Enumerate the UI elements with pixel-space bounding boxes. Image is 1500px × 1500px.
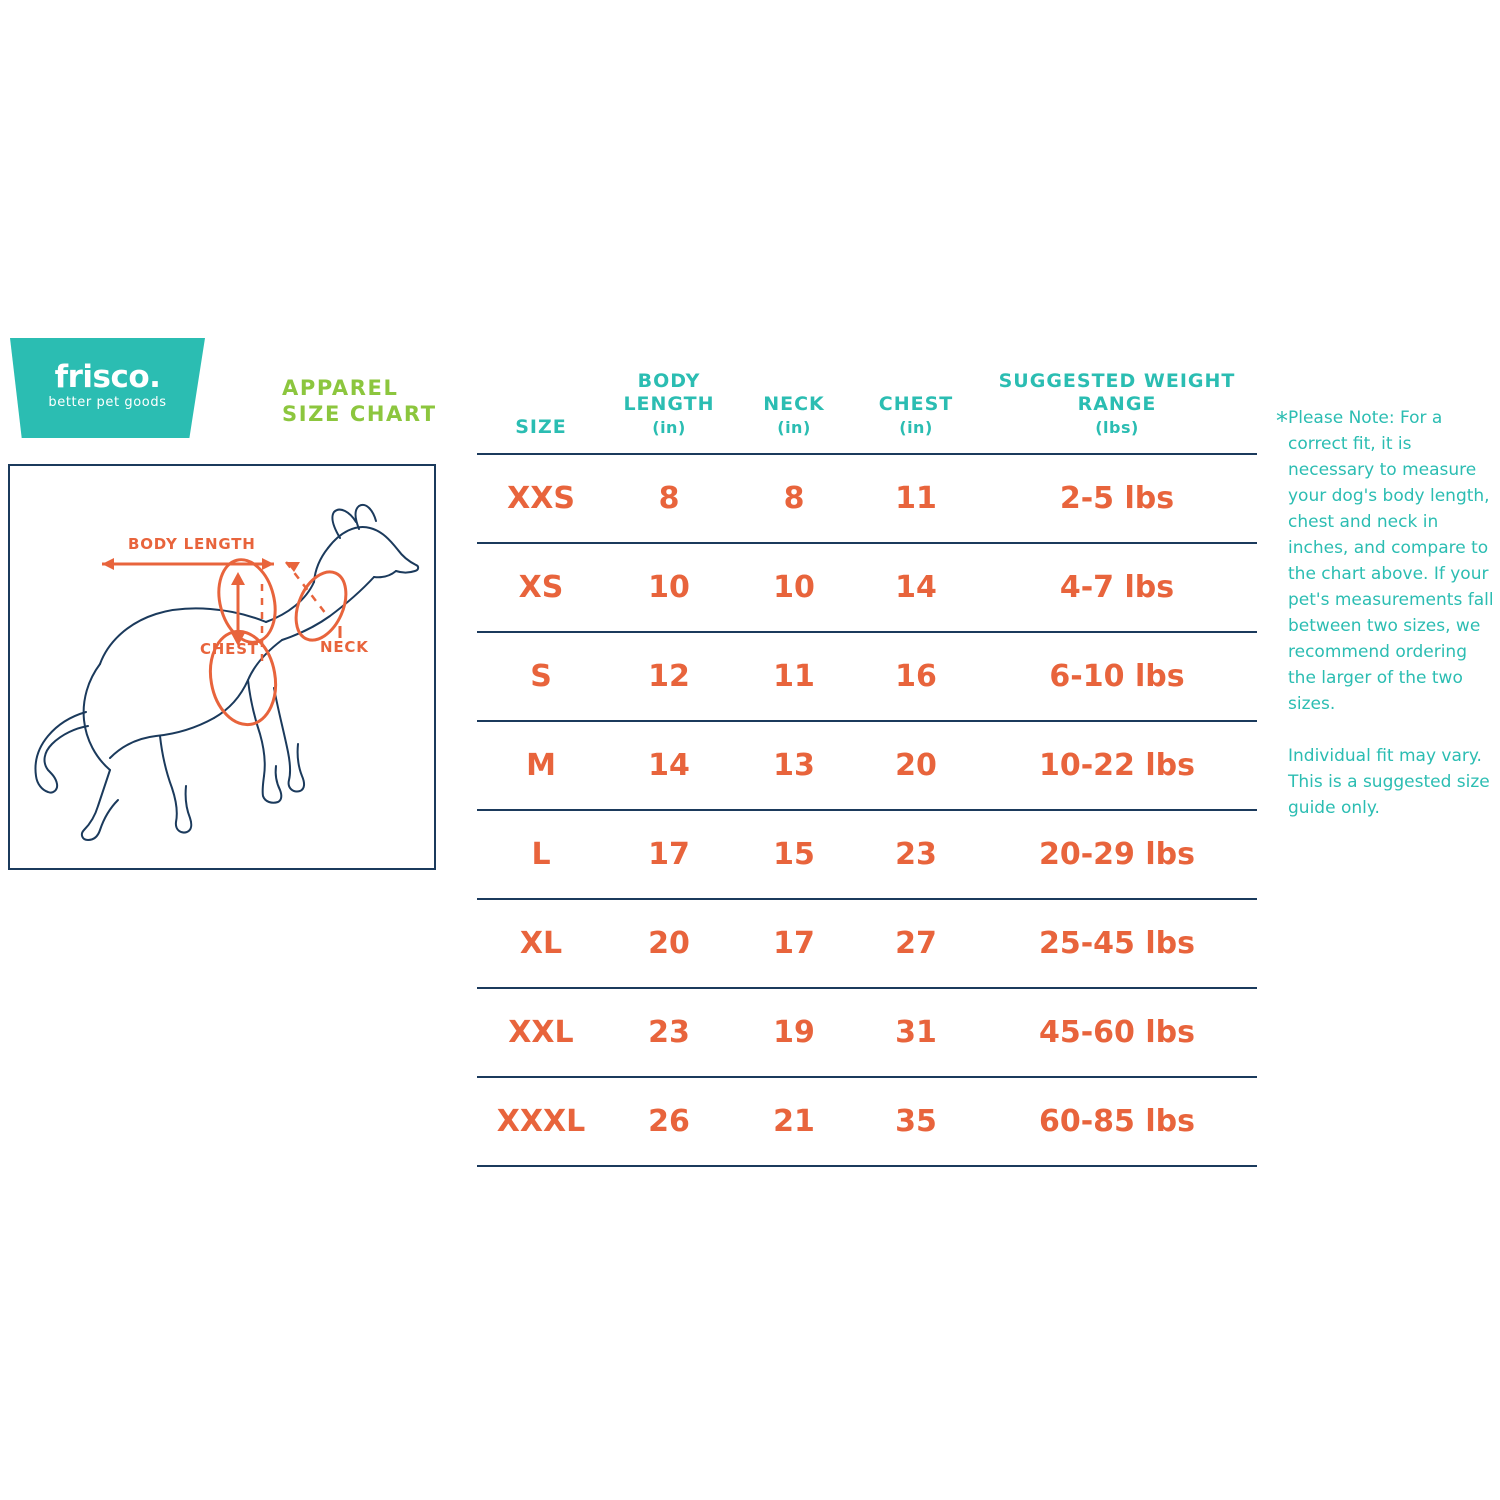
table-header-row (477, 370, 1257, 454)
cell-weight: 6-10 lbs (1049, 659, 1185, 694)
brand-tagline: better pet goods (48, 395, 167, 410)
column-header-body-length: BODY LENGTH (in) (623, 370, 715, 437)
diagram-label-neck: NECK (320, 638, 369, 656)
cell-size: XXXL (496, 1104, 586, 1139)
cell-size: XL (519, 926, 563, 961)
cell-weight: 4-7 lbs (1059, 570, 1175, 605)
cell-body-length: 23 (648, 1015, 690, 1050)
brand-name: frisco. (54, 359, 161, 395)
column-header-neck: NECK (in) (763, 393, 825, 437)
cell-weight: 10-22 lbs (1038, 748, 1195, 783)
please-note-block (1276, 405, 1498, 821)
cell-neck: 17 (773, 926, 815, 961)
cell-chest: 23 (895, 837, 937, 872)
cell-body-length: 8 (658, 481, 680, 516)
cell-size: S (530, 659, 552, 694)
page-title-line2: SIZE CHART (282, 402, 437, 426)
cell-body-length: 17 (648, 837, 690, 872)
cell-chest: 35 (895, 1104, 937, 1139)
cell-weight: 20-29 lbs (1038, 837, 1195, 872)
cell-chest: 11 (895, 481, 937, 516)
table-row (477, 810, 1257, 899)
cell-size: M (526, 748, 556, 783)
cell-chest: 31 (895, 1015, 937, 1050)
cell-chest: 20 (895, 748, 937, 783)
cell-size: XXS (507, 481, 575, 516)
column-header-chest: CHEST (in) (878, 393, 954, 437)
cell-body-length: 14 (648, 748, 690, 783)
asterisk-icon: * (1276, 407, 1288, 435)
logo-text-group (10, 360, 205, 412)
cell-neck: 11 (773, 659, 815, 694)
cell-chest: 16 (895, 659, 937, 694)
cell-neck: 10 (773, 570, 815, 605)
cell-body-length: 10 (648, 570, 690, 605)
note-paragraph-1: Please Note: For a correct fit, it is necessary to measure your dog's body length, chest and neck in inches, and compare to the chart above. If your pet's measurements fall between two sizes, we recommend ordering the larger of the two sizes. (1288, 408, 1494, 714)
dog-measurement-illustration (10, 466, 434, 868)
cell-neck: 21 (773, 1104, 815, 1139)
table-row (477, 988, 1257, 1077)
cell-neck: 13 (773, 748, 815, 783)
page-title (282, 375, 502, 427)
cell-neck: 19 (773, 1015, 815, 1050)
cell-size: L (531, 837, 551, 872)
column-header-weight-range: SUGGESTED WEIGHT RANGE (lbs) (998, 370, 1236, 437)
cell-weight: 45-60 lbs (1038, 1015, 1195, 1050)
table-row (477, 454, 1257, 543)
diagram-label-chest: CHEST (200, 640, 259, 658)
cell-weight: 2-5 lbs (1059, 481, 1175, 516)
cell-neck: 8 (783, 481, 805, 516)
cell-chest: 27 (895, 926, 937, 961)
size-chart-table (477, 370, 1257, 1167)
column-header-size: SIZE (515, 416, 567, 438)
diagram-label-body-length: BODY LENGTH (128, 535, 256, 553)
table-row (477, 899, 1257, 988)
table-row (477, 632, 1257, 721)
cell-body-length: 12 (648, 659, 690, 694)
cell-size: XS (518, 570, 564, 605)
table-row (477, 1077, 1257, 1166)
cell-weight: 60-85 lbs (1038, 1104, 1195, 1139)
brand-logo (10, 338, 205, 438)
measurement-diagram (8, 464, 436, 870)
cell-body-length: 26 (648, 1104, 690, 1139)
cell-neck: 15 (773, 837, 815, 872)
page-title-line1: APPAREL (282, 376, 399, 400)
cell-chest: 14 (895, 570, 937, 605)
size-chart-table-wrapper (477, 370, 1257, 1167)
table-row (477, 543, 1257, 632)
cell-weight: 25-45 lbs (1038, 926, 1195, 961)
note-paragraph-2: Individual fit may vary. This is a suggested size guide only. (1288, 746, 1490, 818)
cell-size: XXL (508, 1015, 574, 1050)
table-row (477, 721, 1257, 810)
cell-body-length: 20 (648, 926, 690, 961)
